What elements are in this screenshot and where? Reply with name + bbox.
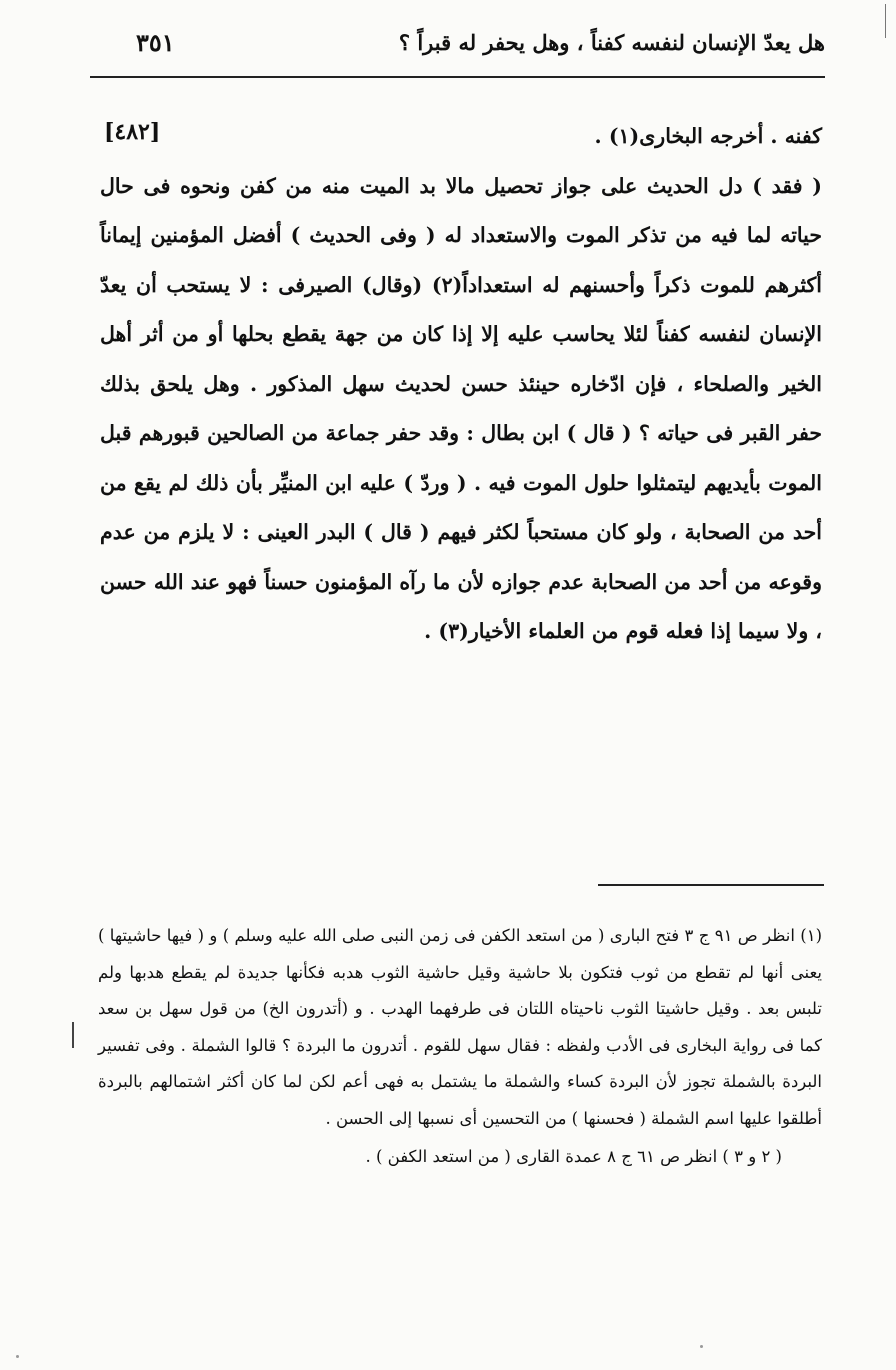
main-text bbox=[100, 112, 822, 657]
footnote-2-3: ( ٢ و ٣ ) انظر ص ٦١ ج ٨ عمدة القارى ( من استعد الكفن ) . bbox=[365, 1147, 782, 1166]
scan-speck bbox=[16, 1355, 19, 1358]
page-number: ٣٥١ bbox=[136, 28, 175, 57]
header-divider bbox=[90, 76, 825, 78]
scan-speck bbox=[700, 1345, 703, 1348]
running-header bbox=[90, 26, 825, 70]
main-paragraph: ( فقد ) دل الحديث على جواز تحصيل مالا بد الميت منه من كفن ونحوه فى حال حياته لما فيه من تذكر الموت والاستعداد له ( وفى الحديث ) أفضل المؤمنين إيماناً أكثرهم للموت ذكراً وأحسنهم له استعداداً(٢) (وقال) الصيرفى : لا يستحب أن يعدّ الإنسان لنفسه كفناً لئلا يحاسب عليه إلا إذا كان من جهة يقطع بحلها أو من أثر أهل الخير والصلحاء ، فإن ادّخاره حينئذ حسن لحديث سهل المذكور . وهل يلحق بذلك حفر القبر فى حياته ؟ ( قال ) ابن بطال : وقد حفر جماعة من الصالحين قبورهم قبل الموت بأيديهم ليتمثلوا حلول الموت فيه . ( وردّ ) عليه ابن المنيِّر بأن ذلك لم يقع من أحد من الصحابة ، ولو كان مستحباً لكثر فيهم ( قال ) البدر العينى : لا يلزم من عدم وقوعه من أحد من الصحابة عدم جوازه لأن ما رآه المؤمنون حسناً فهو عند الله حسن ، ولا سيما إذا فعله قوم من العلماء الأخيار(٣) . bbox=[100, 173, 822, 643]
footnote-divider bbox=[598, 884, 824, 886]
first-line: كفنه . أخرجه البخارى(١) . bbox=[594, 124, 822, 148]
entry-number: [٤٨٢] bbox=[104, 119, 161, 145]
header-title: هل يعدّ الإنسان لنفسه كفناً ، وهل يحفر له قبراً ؟ bbox=[398, 30, 825, 55]
margin-mark bbox=[72, 1022, 74, 1048]
margin-tick bbox=[885, 4, 886, 38]
footnote-1: (١) انظر ص ٩١ ج ٣ فتح البارى ( من استعد الكفن فى زمن النبى صلى الله عليه وسلم ) و ( فيها حاشيتها ) يعنى أنها لم تقطع من ثوب فتكون بلا حاشية وقيل حاشية الثوب هدبه فكأنها جديدة لم يقطع هدبها ولم تلبس بعد . وقيل حاشيتا الثوب ناحيتاه اللتان فى طرفهما الهدب . و (أتدرون الخ) من قول سهل بن سعد كما فى رواية البخارى فى الأدب ولفظه : فقال سهل للقوم . أتدرون ما البردة ؟ قالوا الشملة . وفى تفسير البردة بالشملة تجوز لأن البردة كساء والشملة ما يشتمل به فهى أعم لكن لما كان أكثر اشتمالهم بالبردة أطلقوا عليها اسم الشملة ( فحسنها ) من التحسين أى نسبها إلى الحسن . bbox=[98, 926, 823, 1128]
footnotes bbox=[98, 918, 822, 1176]
